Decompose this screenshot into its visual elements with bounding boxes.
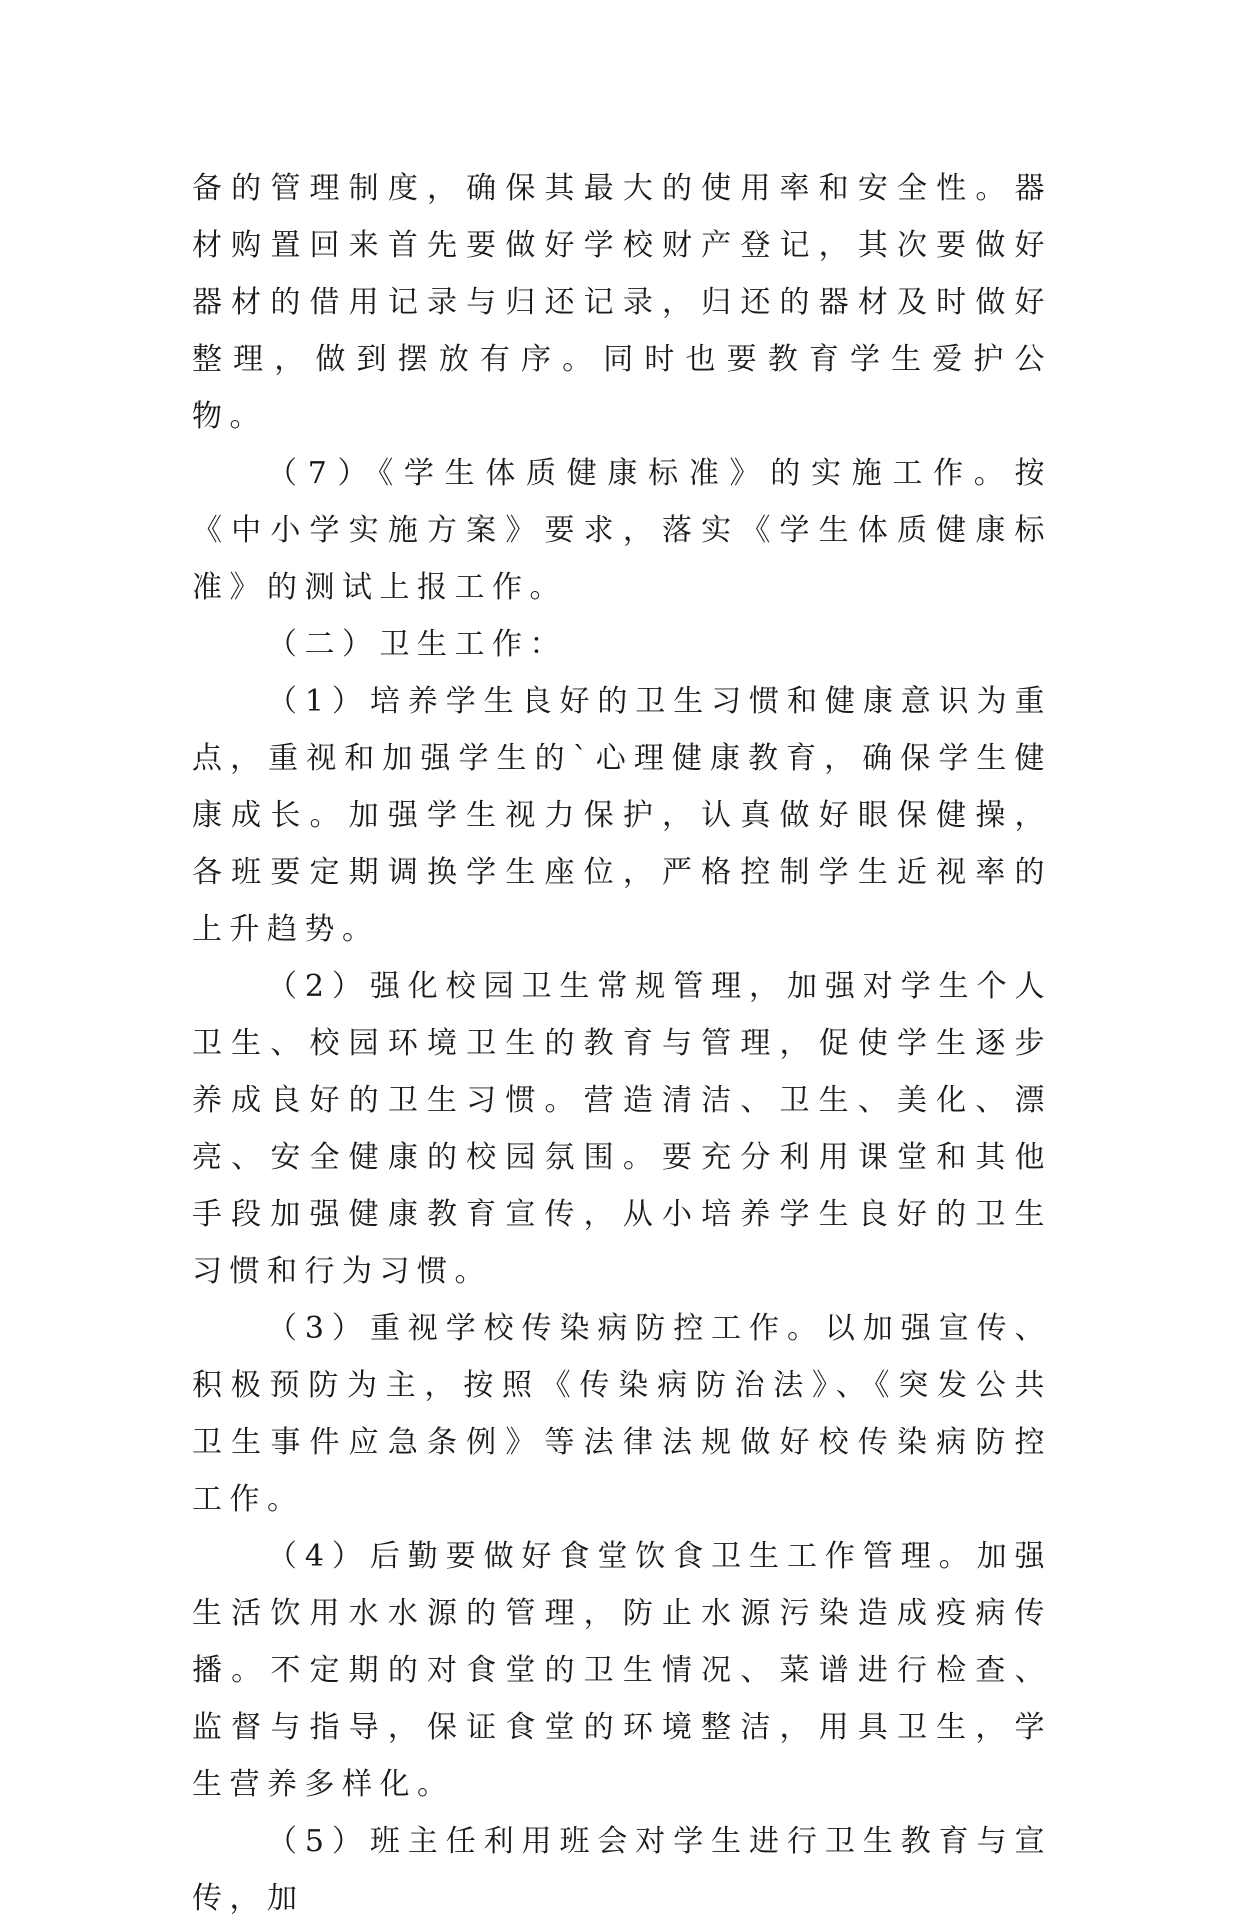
paragraph-campus-hygiene: （2）强化校园卫生常规管理，加强对学生个人卫生、校园环境卫生的教育与管理，促使学生逐步养成良好的卫生习惯。营造清洁、卫生、美化、漂亮、安全健康的校园氛围。要充分利用课堂和其他手段加强健康教育宣传，从小培养学生良好的卫生习惯和行为习惯。 xyxy=(192,969,1052,1289)
paragraph-hygiene-habits: （1）培养学生良好的卫生习惯和健康意识为重点，重视和加强学生的`心理健康教育，确保学生健康成长。加强学生视力保护，认真做好眼保健操，各班要定期调换学生座位，严格控制学生近视率的上升趋势。 xyxy=(192,684,1052,947)
paragraph-canteen-hygiene: （4）后勤要做好食堂饮食卫生工作管理。加强生活饮用水水源的管理，防止水源污染造成疫病传播。不定期的对食堂的卫生情况、菜谱进行检查、监督与指导，保证食堂的环境整洁，用具卫生，学生营养多样化。 xyxy=(192,1539,1052,1802)
section-heading-hygiene: （二）卫生工作： xyxy=(267,627,567,662)
paragraph-class-meeting: （5）班主任利用班会对学生进行卫生教育与宣传，加 xyxy=(192,1824,1052,1916)
paragraph-equipment-management: 备的管理制度，确保其最大的使用率和安全性。器材购置回来首先要做好学校财产登记，其次要做好器材的借用记录与归还记录，归还的器材及时做好整理，做到摆放有序。同时也要教育学生爱护公物。 xyxy=(192,171,1052,434)
document-body xyxy=(192,160,1052,1927)
paragraph-health-standard: （7）《学生体质健康标准》的实施工作。按《中小学实施方案》要求，落实《学生体质健康标准》的测试上报工作。 xyxy=(192,456,1052,605)
paragraph-disease-control: （3）重视学校传染病防控工作。以加强宣传、积极预防为主，按照《传染病防治法》、《突发公共卫生事件应急条例》等法律法规做好校传染病防控工作。 xyxy=(192,1311,1052,1517)
